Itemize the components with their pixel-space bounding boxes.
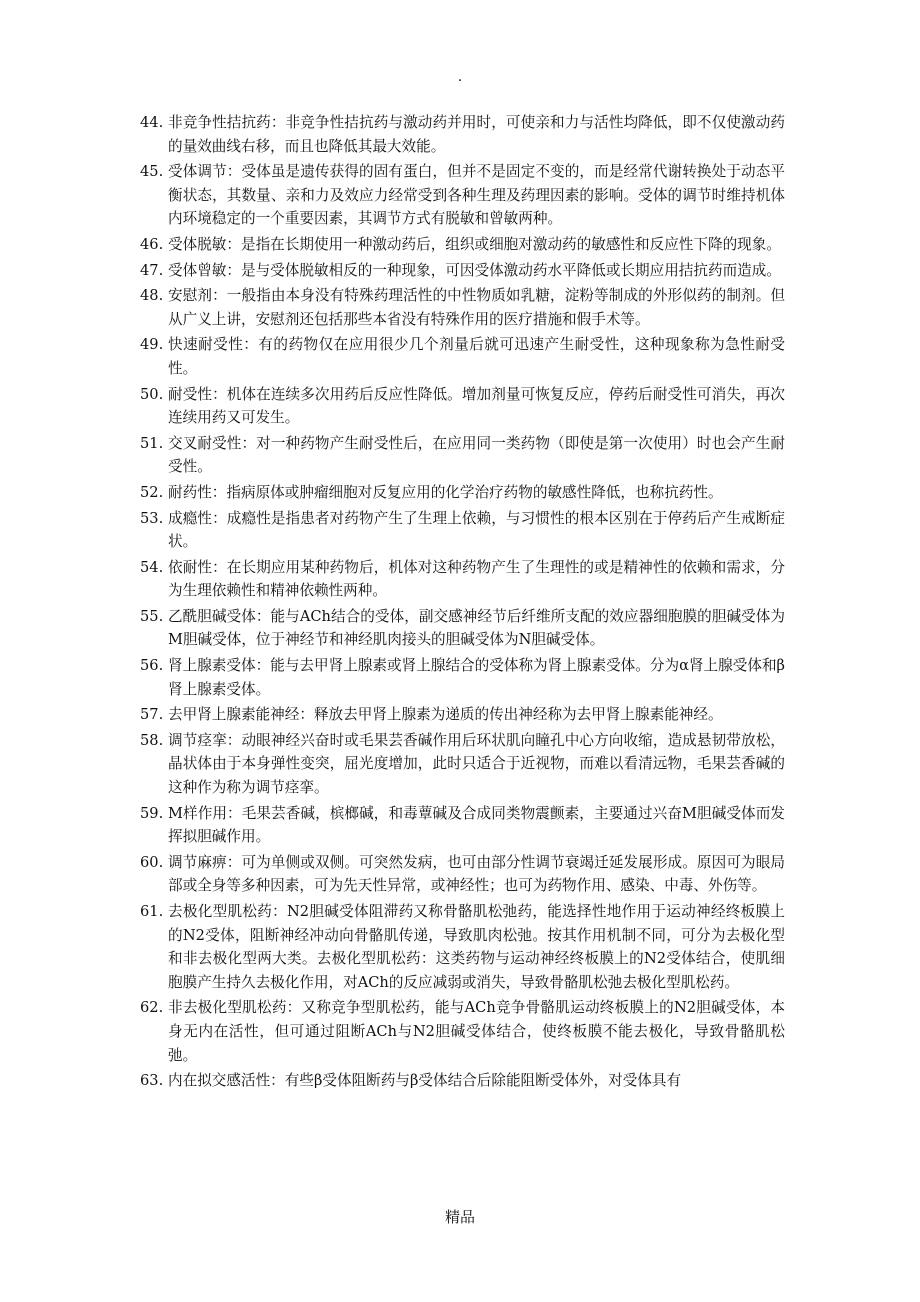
item-text: 受体曾敏：是与受体脱敏相反的一种现象，可因受体激动药水平降低或长期应用拮抗药而造成。 [168, 261, 781, 279]
item-number: 48. [140, 287, 164, 305]
list-item [140, 507, 785, 554]
item-text: 调节麻痹：可为单侧或双侧。可突然发病，也可由部分性调节衰竭迁延发展形成。原因可为眼局部或全身等多种因素，可为先天性异常，或神经性；也可为药物作用、感染、中毒、外伤等。 [168, 853, 785, 895]
item-text: 去极化型肌松药：N2胆碱受体阻滞药又称骨骼肌松弛药，能选择性地作用于运动神经终板膜上的N2受体，阻断神经冲动向骨骼肌传递，导致肌肉松弛。按其作用机制不同，可分为去极化型和非去极化型两大类。去极化型肌松药：这类药物与运动神经终板膜上的N2受体结合，使肌细胞膜产生持久去极化作用，对ACh的反应减弱或消失，导致骨骼肌松弛去极化型肌松药。 [168, 903, 785, 991]
definition-list [140, 111, 785, 1095]
item-text: 内在拟交感活性：有些β受体阻断药与β受体结合后除能阻断受体外，对受体具有 [168, 1072, 682, 1090]
item-text: 快速耐受性：有的药物仅在应用很少几个剂量后就可迅速产生耐受性，这种现象称为急性耐受性。 [168, 336, 785, 377]
list-item [140, 996, 785, 1067]
item-number: 49. [140, 336, 164, 354]
list-item [140, 802, 785, 849]
item-number: 59. [140, 804, 164, 822]
item-number: 61. [140, 903, 164, 920]
header-dot: . [457, 69, 463, 85]
item-number: 54. [140, 558, 164, 576]
item-text: 耐受性：机体在连续多次用药后反应性降低。增加剂量可恢复反应，停药后耐受性可消失，再次连续用药又可发生。 [168, 385, 785, 427]
list-item [140, 556, 785, 603]
item-text: 乙酰胆碱受体：能与ACh结合的受体，副交感神经节后纤维所支配的效应器细胞膜的胆碱受体为M胆碱受体，位于神经节和神经肌肉接头的胆碱受体为N胆碱受体。 [168, 607, 785, 649]
item-text: M样作用：毛果芸香碱，槟榔碱，和毒蕈碱及合成同类物震颤素，主要通过兴奋M胆碱受体而发挥拟胆碱作用。 [168, 804, 785, 846]
list-item [140, 432, 785, 479]
item-number: 63. [140, 1072, 164, 1090]
item-number: 62. [140, 999, 164, 1017]
item-number: 57. [140, 706, 164, 724]
item-number: 55. [140, 607, 164, 625]
list-item [140, 654, 785, 701]
item-number: 51. [140, 434, 164, 452]
item-number: 47. [140, 261, 164, 279]
list-item [140, 1069, 785, 1093]
item-text: 受体调节：受体虽是遗传获得的固有蛋白，但并不是固定不变的，而是经常代谢转换处于动态平衡状态，其数量、亲和力及效应力经常受到各种生理及药理因素的影响。受体的调节时维持机体内环境稳定的一个重要因素，其调节方式有脱敏和曾敏两种。 [168, 163, 785, 228]
item-number: 46. [140, 235, 164, 253]
item-text: 交叉耐受性：对一种药物产生耐受性后，在应用同一类药物（即使是第一次使用）时也会产生耐受性。 [168, 434, 785, 476]
item-text: 调节痉挛：动眼神经兴奋时或毛果芸香碱作用后环状肌向瞳孔中心方向收缩，造成悬韧带放松，晶状体由于本身弹性变突，屈光度增加，此时只适合于近视物，而难以看清远物，毛果芸香碱的这种作为称为调节痉挛。 [168, 731, 785, 797]
list-item [140, 160, 785, 231]
item-text: 去甲肾上腺素能神经：释放去甲肾上腺素为递质的传出神经称为去甲肾上腺素能神经。 [168, 706, 723, 724]
list-item [140, 605, 785, 652]
list-item [140, 111, 785, 158]
item-number: 53. [140, 509, 164, 527]
item-number: 58. [140, 731, 164, 749]
item-text: 非去极化型肌松药：又称竞争型肌松药，能与ACh竞争骨骼肌运动终板膜上的N2胆碱受体，本身无内在活性，但可通过阻断ACh与N2胆碱受体结合，使终板膜不能去极化，导致骨骼肌松弛。 [168, 999, 785, 1064]
list-item [140, 333, 785, 380]
item-number: 45. [140, 163, 164, 181]
item-number: 50. [140, 385, 164, 403]
item-text: 安慰剂：一般指由本身没有特殊药理活性的中性物质如乳糖，淀粉等制成的外形似药的制剂。但从广义上讲，安慰剂还包括那些本省没有特殊作用的医疗措施和假手术等。 [168, 287, 785, 328]
list-item [140, 259, 785, 283]
list-item [140, 703, 785, 727]
item-number: 60. [140, 853, 164, 871]
list-item [140, 233, 785, 257]
item-number: 44. [140, 114, 164, 131]
list-item [140, 481, 785, 505]
item-text: 耐药性：指病原体或肿瘤细胞对反复应用的化学治疗药物的敏感性降低，也称抗药性。 [168, 483, 723, 501]
list-item [140, 851, 785, 898]
list-item [140, 284, 785, 331]
list-item [140, 383, 785, 430]
item-text: 依耐性：在长期应用某种药物后，机体对这种药物产生了生理性的或是精神性的依赖和需求，分为生理依赖性和精神依赖性两种。 [168, 558, 785, 600]
list-item [140, 729, 785, 800]
item-number: 52. [140, 483, 164, 501]
item-text: 非竞争性拮抗药：非竞争性拮抗药与激动药并用时，可使亲和力与活性均降低，即不仅使激动药的量效曲线右移，而且也降低其最大效能。 [168, 114, 785, 155]
list-item [140, 900, 785, 994]
item-text: 受体脱敏：是指在长期使用一种激动药后，组织或细胞对激动药的敏感性和反应性下降的现象。 [168, 235, 781, 253]
item-text: 成瘾性：成瘾性是指患者对药物产生了生理上依赖，与习惯性的根本区别在于停药后产生戒断症状。 [168, 509, 785, 551]
item-text: 肾上腺素受体：能与去甲肾上腺素或肾上腺结合的受体称为肾上腺素受体。分为α肾上腺受体和β肾上腺素受体。 [168, 657, 785, 698]
footer-label: 精品 [444, 1208, 475, 1226]
item-number: 56. [140, 657, 164, 675]
